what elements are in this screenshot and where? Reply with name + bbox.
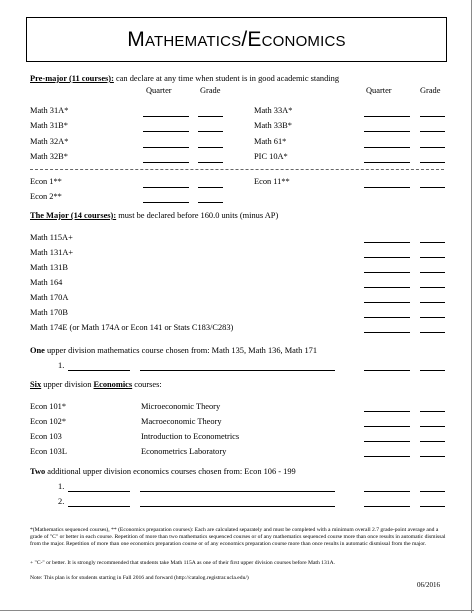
quarter-blank[interactable] <box>364 131 410 132</box>
econ-electives-lead: Two <box>30 467 46 476</box>
grade-blank[interactable] <box>420 441 445 442</box>
quarter-blank[interactable] <box>143 187 189 188</box>
major-header <box>30 211 278 221</box>
quarter-blank[interactable] <box>364 370 410 371</box>
econ-prep-course: Econ 2** <box>30 192 62 201</box>
course-title-blank[interactable] <box>140 370 335 371</box>
col-grade-left: Grade <box>200 86 221 95</box>
quarter-blank[interactable] <box>143 131 189 132</box>
premajor-course-left: Math 32B* <box>30 152 68 161</box>
premajor-course-right: Math 61* <box>254 137 287 146</box>
quarter-blank[interactable] <box>364 257 410 258</box>
quarter-blank[interactable] <box>364 116 410 117</box>
quarter-blank[interactable] <box>364 147 410 148</box>
grade-blank[interactable] <box>420 332 445 333</box>
grade-blank[interactable] <box>420 456 445 457</box>
premajor-heading: Pre-major (11 courses): <box>30 74 114 83</box>
major-course: Math 170B <box>30 308 68 317</box>
page-right-edge <box>471 0 472 613</box>
grade-blank[interactable] <box>420 302 445 303</box>
grade-blank[interactable] <box>420 491 445 492</box>
premajor-course-left: Math 32A* <box>30 137 69 146</box>
grade-blank[interactable] <box>420 116 445 117</box>
quarter-blank[interactable] <box>143 162 189 163</box>
econ-electives-text: additional upper division economics courses chosen from: Econ 106 - 199 <box>45 467 296 476</box>
footnote-grade-requirement: + "C-" or better. It is strongly recommended that students take Math 115A as one of their first upper division courses before Math 131A. <box>30 560 336 566</box>
footnote-sequenced-courses: *(Mathematics sequenced courses), ** (Economics preparation courses): Each are calculated separately and must be completed with a minimum overall 2.7 grade-point average and a grade of "C" or better in each course. Repetition of more than two mathematics sequenced courses or of any mathematics sequenced course more than once results in automatic dismissal from the major. Repetition of more than one economics preparation course or of any economics preparation course more than once results in automatic dismissal from the major. <box>30 527 446 547</box>
quarter-blank[interactable] <box>364 302 410 303</box>
major-course: Math 115A+ <box>30 233 73 242</box>
quarter-blank[interactable] <box>364 441 410 442</box>
quarter-blank[interactable] <box>143 116 189 117</box>
econ-section-lead: Six <box>30 380 42 389</box>
course-title-blank[interactable] <box>140 491 335 492</box>
econ-course-name: Macroeconomic Theory <box>141 417 222 426</box>
quarter-blank[interactable] <box>143 147 189 148</box>
quarter-blank[interactable] <box>364 506 410 507</box>
econ-elective-item-number: 2. <box>58 497 65 506</box>
col-quarter-right: Quarter <box>366 86 392 95</box>
grade-blank[interactable] <box>420 411 445 412</box>
econ-course-name: Microeconomic Theory <box>141 402 221 411</box>
math-elective-lead: One <box>30 346 45 355</box>
grade-blank[interactable] <box>198 147 223 148</box>
econ-course-code: Econ 103L <box>30 447 67 456</box>
grade-blank[interactable] <box>198 202 223 203</box>
econ-section-text-mid: upper division <box>41 380 94 389</box>
grade-blank[interactable] <box>420 131 445 132</box>
major-description: must be declared before 160.0 units (minus AP) <box>116 211 279 220</box>
quarter-blank[interactable] <box>364 491 410 492</box>
grade-blank[interactable] <box>198 187 223 188</box>
premajor-course-right: Math 33A* <box>254 106 293 115</box>
grade-blank[interactable] <box>420 187 445 188</box>
col-quarter-left: Quarter <box>146 86 172 95</box>
major-course: Math 170A <box>30 293 69 302</box>
grade-blank[interactable] <box>420 272 445 273</box>
quarter-blank[interactable] <box>364 317 410 318</box>
math-elective-header <box>30 346 317 356</box>
course-blank[interactable] <box>68 491 130 492</box>
grade-blank[interactable] <box>198 131 223 132</box>
footnote-plan-note: Note: This plan is for students starting in Fall 2016 and forward (http://catalog.registrar.ucla.edu/) <box>30 575 249 581</box>
quarter-blank[interactable] <box>364 456 410 457</box>
major-course: Math 131A+ <box>30 248 74 257</box>
grade-blank[interactable] <box>420 506 445 507</box>
econ-prep-course: Econ 11** <box>254 177 290 186</box>
page-bottom-edge <box>0 610 474 611</box>
quarter-blank[interactable] <box>364 426 410 427</box>
econ-elective-item-number: 1. <box>58 482 65 491</box>
grade-blank[interactable] <box>198 116 223 117</box>
premajor-header <box>30 74 339 84</box>
econ-course-code: Econ 101* <box>30 402 67 411</box>
econ-course-code: Econ 103 <box>30 432 62 441</box>
quarter-blank[interactable] <box>364 411 410 412</box>
premajor-course-right: Math 33B* <box>254 121 292 130</box>
premajor-course-right: PIC 10A* <box>254 152 288 161</box>
grade-blank[interactable] <box>420 242 445 243</box>
econ-section-header <box>30 380 162 390</box>
premajor-course-left: Math 31A* <box>30 106 69 115</box>
grade-blank[interactable] <box>420 317 445 318</box>
title-box <box>26 17 447 62</box>
math-elective-item-number: 1. <box>58 361 65 370</box>
course-blank[interactable] <box>68 506 130 507</box>
grade-blank[interactable] <box>420 370 445 371</box>
course-blank[interactable] <box>68 370 130 371</box>
quarter-blank[interactable] <box>364 162 410 163</box>
premajor-description: can declare at any time when student is in good academic standing <box>113 74 340 83</box>
revision-date: 06/2016 <box>417 581 440 589</box>
premajor-course-left: Math 31B* <box>30 121 68 130</box>
grade-blank[interactable] <box>420 162 445 163</box>
section-divider <box>30 169 444 170</box>
econ-prep-course: Econ 1** <box>30 177 62 186</box>
quarter-blank[interactable] <box>364 187 410 188</box>
econ-section-bold: Economics <box>93 380 133 389</box>
quarter-blank[interactable] <box>364 287 410 288</box>
quarter-blank[interactable] <box>364 272 410 273</box>
major-course: Math 164 <box>30 278 63 287</box>
quarter-blank[interactable] <box>364 242 410 243</box>
grade-blank[interactable] <box>420 147 445 148</box>
econ-electives-header <box>30 467 296 477</box>
econ-course-code: Econ 102* <box>30 417 67 426</box>
math-elective-text: upper division mathematics course chosen from: Math 135, Math 136, Math 171 <box>44 346 318 355</box>
econ-course-name: Econometrics Laboratory <box>141 447 227 456</box>
grade-blank[interactable] <box>420 257 445 258</box>
col-grade-right: Grade <box>420 86 441 95</box>
econ-section-text-end: courses: <box>132 380 162 389</box>
grade-blank[interactable] <box>420 287 445 288</box>
grade-blank[interactable] <box>420 426 445 427</box>
major-course: Math 131B <box>30 263 68 272</box>
quarter-blank[interactable] <box>364 332 410 333</box>
grade-blank[interactable] <box>198 162 223 163</box>
major-heading: The Major (14 courses): <box>30 211 117 220</box>
quarter-blank[interactable] <box>143 202 189 203</box>
page-title: Mathematics/Economics <box>127 27 346 51</box>
course-title-blank[interactable] <box>140 506 335 507</box>
major-course: Math 174E (or Math 174A or Econ 141 or Stats C183/C283) <box>30 323 234 332</box>
econ-course-name: Introduction to Econometrics <box>141 432 240 441</box>
